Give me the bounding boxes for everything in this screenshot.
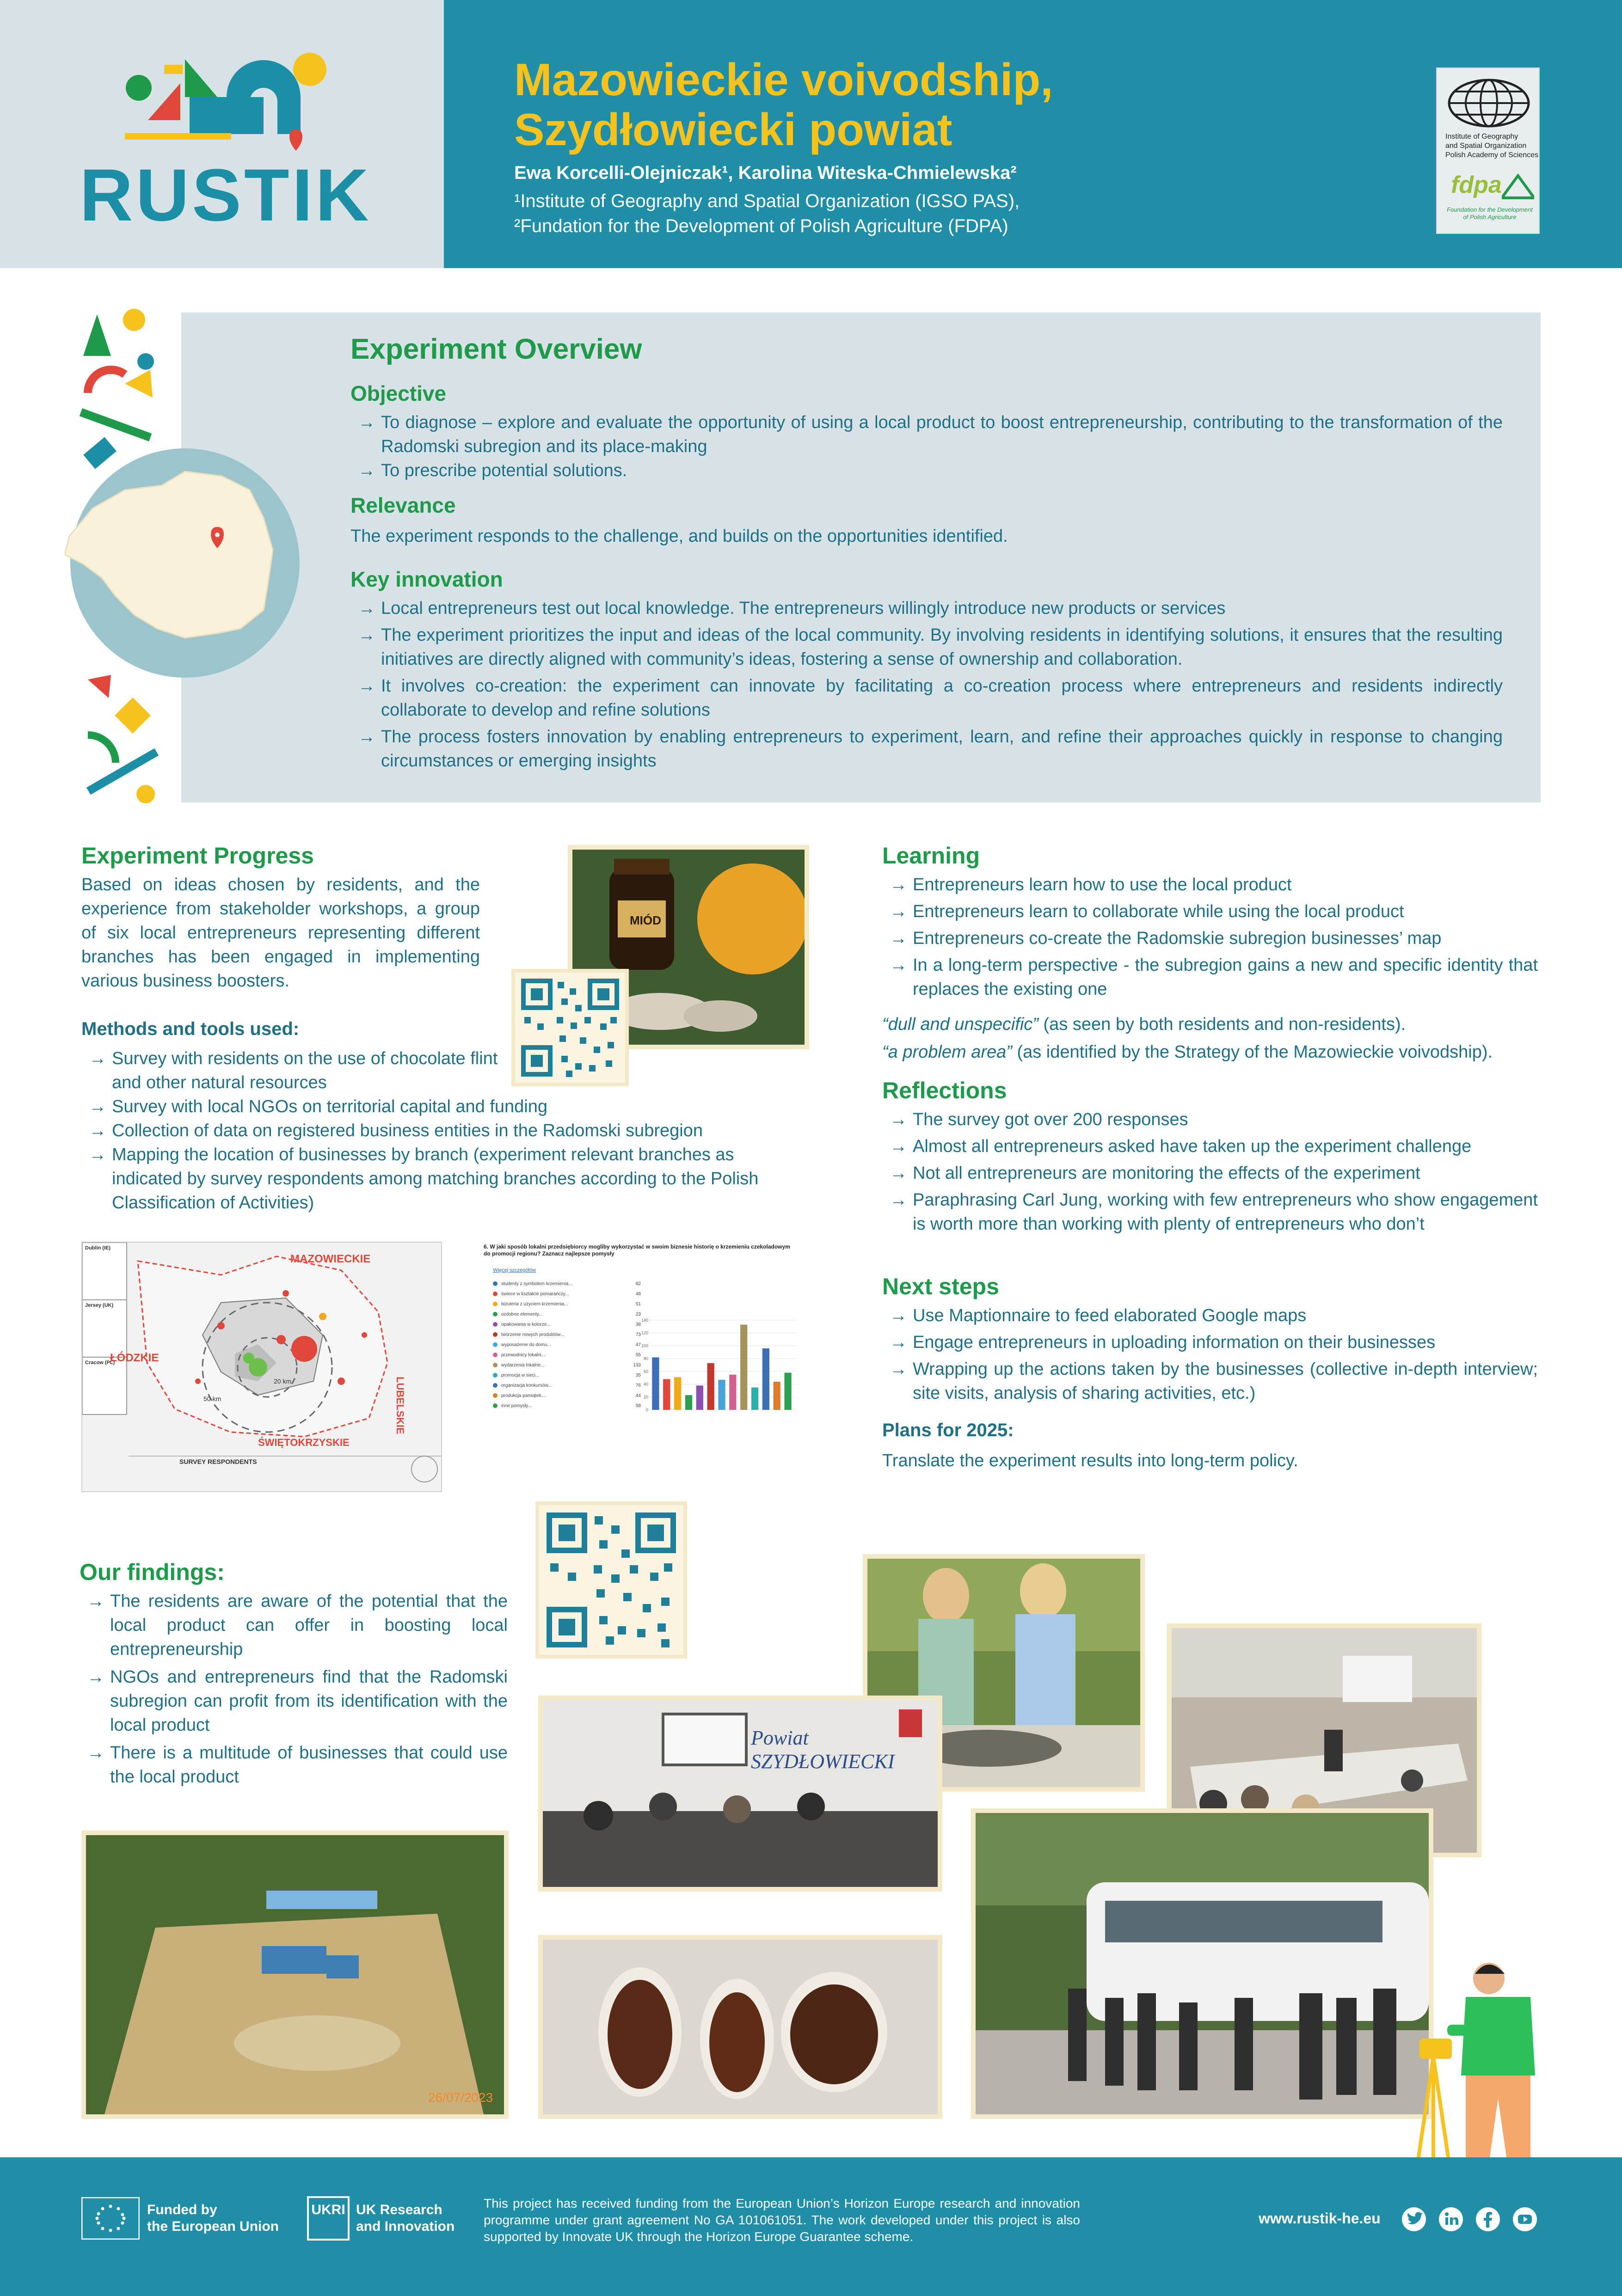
excavation-date-stamp: 26/07/2023 (428, 2090, 493, 2105)
survey-bar (718, 1380, 725, 1410)
map-label-swietokrzyskie: ŚWIĘTOKRZYSKIE (258, 1437, 350, 1448)
facebook-icon[interactable] (1475, 2206, 1501, 2232)
page-title-line2: Szydłowiecki powiat (514, 104, 952, 155)
survey-legend-dot (493, 1302, 498, 1306)
affiliation-1: ¹Institute of Geography and Spatial Organization (IGSO PAS), (514, 191, 1020, 211)
survey-legend-row (493, 1380, 641, 1390)
learning-list (882, 873, 1538, 1001)
learning-item: → Entrepreneurs learn how to use the local product (882, 873, 1538, 897)
fdpa-subtitle: Foundation for the Development of Polish Agriculture (1447, 206, 1533, 220)
plans-text: Translate the experiment results into long-term policy. (882, 1451, 1298, 1470)
survey-legend-value: 82 (635, 1281, 641, 1286)
survey-legend-value: 48 (635, 1291, 641, 1297)
methods-item: → Survey with residents on the use of chocolate flint and other natural resources (81, 1047, 516, 1095)
partner-logo-line2: and Spatial Organization (1445, 142, 1527, 150)
innovation-list (350, 596, 1503, 773)
qr-code-1[interactable] (511, 969, 629, 1086)
survey-legend-label: wyposażenie do domu... (501, 1342, 551, 1347)
business-map (81, 1242, 442, 1492)
partner-logo (1436, 67, 1540, 234)
survey-y-tick: 80 (643, 1356, 648, 1361)
innovation-item: → Local entrepreneurs test out local knowledge. The entrepreneurs willingly introduce new products or services (350, 596, 1503, 620)
poland-map-icon (65, 444, 305, 680)
methods-title: Methods and tools used: (81, 1019, 300, 1039)
survey-legend-label: tworzenie nowych produktów... (501, 1332, 565, 1337)
relevance-text: The experiment responds to the challenge, and builds on the opportunities identified. (350, 527, 1008, 546)
footer (0, 2157, 1622, 2296)
funding-statement: This project has received funding from the European Union’s Horizon Europe research and innovation programme under grant agreement No GA 101061051. The work developed under this project is also supported by Innovate UK through the Horizon Europe Guarantee scheme. (484, 2196, 1080, 2244)
hall-sign-text: Powiat SZYDŁOWIECKI (751, 1727, 895, 1773)
survey-bar (652, 1357, 659, 1410)
learning-item: → In a long-term perspective - the subregion gains a new and specific identity that replaces the existing one (882, 953, 1538, 1001)
methods-list (81, 1047, 784, 1215)
survey-legend-dot (493, 1332, 498, 1337)
authors: Ewa Korcelli-Olejniczak¹, Karolina Witeska-Chmielewska² (514, 163, 1017, 183)
next-steps-list (882, 1304, 1538, 1405)
survey-legend-value: 55 (635, 1352, 641, 1358)
partner-logo-line3: Polish Academy of Sciences (1445, 151, 1538, 159)
survey-legend-row (493, 1299, 641, 1309)
reflections-item: → Not all entrepreneurs are monitoring the effects of the experiment (882, 1161, 1538, 1185)
twitter-icon[interactable] (1401, 2206, 1427, 2232)
findings-item: → NGOs and entrepreneurs find that the Radomski subregion can profit from its identification with the local product (80, 1665, 508, 1737)
survey-legend-row (493, 1340, 641, 1350)
survey-bar (674, 1377, 681, 1410)
innovation-title: Key innovation (350, 567, 503, 591)
findings-item: → There is a multitude of businesses that could use the local product (80, 1741, 508, 1789)
survey-y-tick: 60 (643, 1369, 648, 1374)
survey-legend-dot (493, 1292, 498, 1296)
survey-legend-row (493, 1289, 641, 1299)
surveyor-illustration-icon (1392, 1960, 1544, 2186)
survey-legend-value: 73 (635, 1332, 641, 1337)
next-steps-item: → Use Maptionnaire to feed elaborated Google maps (882, 1304, 1538, 1328)
next-steps-item: → Wrapping up the actions taken by the businesses (collective in-depth interview; site visits, analysis of sharing activities, etc.) (882, 1357, 1538, 1405)
survey-legend-value: 133 (633, 1362, 641, 1368)
flint-pendants-photo (538, 1935, 942, 2119)
next-steps-title: Next steps (882, 1274, 999, 1299)
innovation-item: → The experiment prioritizes the input and ideas of the local community. By involving residents in identifying solutions, it ensures that the resulting initiatives are directly aligned with community’s ideas, fostering a sense of ownership and collaboration. (350, 623, 1503, 671)
survey-bar (774, 1382, 780, 1410)
survey-y-tick: 120 (641, 1330, 648, 1335)
youtube-icon[interactable] (1512, 2206, 1538, 2232)
reflections-list (882, 1108, 1538, 1236)
survey-y-tick: 100 (641, 1343, 648, 1348)
methods-item: → Survey with local NGOs on territorial capital and funding (81, 1095, 784, 1119)
page-title (514, 55, 1053, 154)
survey-legend-value: 58 (635, 1403, 641, 1408)
survey-legend-dot (493, 1312, 498, 1316)
survey-legend-dot (493, 1383, 498, 1388)
fdpa-logo-text: fdpa (1451, 171, 1502, 198)
ukri-label (356, 2202, 455, 2235)
survey-bar (663, 1379, 670, 1410)
fdpa-roof-icon (1502, 174, 1534, 200)
survey-legend-label: inne pomysły... (501, 1403, 532, 1408)
ukri-logo-icon: UKRI (307, 2196, 350, 2241)
page-title-line1: Mazowieckie voivodship, (514, 54, 1053, 105)
learning-title: Learning (882, 843, 980, 869)
survey-legend-label: opakowania w kolorze... (501, 1322, 551, 1327)
learning-quote-1-rest: (as seen by both residents and non-residents). (1038, 1015, 1406, 1034)
excavation-photo (81, 1831, 509, 2119)
survey-legend-row (493, 1401, 641, 1411)
innovation-item: → The process fosters innovation by enabling entrepreneurs to experiment, learn, and refine their approaches quickly in response to changing circumstances or emerging insights (350, 725, 1503, 773)
map-ring-label-20: 20 km (274, 1378, 292, 1385)
objective-item: → To prescribe potential solutions. (350, 459, 1503, 483)
map-ring-label-50: 50 km (203, 1395, 221, 1402)
survey-chart-panel (484, 1243, 798, 1419)
affiliation-2: ²Fundation for the Development of Polish Agriculture (FDPA) (514, 216, 1008, 236)
survey-legend-dot (493, 1403, 498, 1408)
findings-title: Our findings: (80, 1559, 225, 1585)
survey-legend-label: studenty z symbolem krzemienia... (501, 1281, 572, 1286)
qr-code-icon (539, 1505, 683, 1655)
survey-legend-value: 47 (635, 1342, 641, 1347)
survey-legend-dot (493, 1393, 498, 1398)
eu-flag-icon (81, 2197, 140, 2240)
globe-icon (1447, 78, 1530, 129)
survey-bar (685, 1395, 692, 1410)
map-label-mazowieckie: MAZOWIECKIE (290, 1253, 371, 1265)
survey-legend-value: 76 (635, 1383, 641, 1388)
survey-question: 6. W jaki sposób lokalni przedsiębiorcy mogliby wykorzystać w swoim biznesie historię o krzemieniu czekoladowym do promocji regionu? Zaznacz najlepsze pomysły (484, 1243, 790, 1257)
survey-legend-value: 44 (635, 1393, 641, 1398)
overview-title: Experiment Overview (350, 333, 642, 365)
next-steps-item: → Engage entrepreneurs in uploading information on their businesses (882, 1330, 1538, 1354)
header-logo-panel (0, 0, 444, 268)
objective-list (350, 410, 1503, 483)
reflections-title: Reflections (882, 1078, 1007, 1103)
survey-legend-row (493, 1279, 641, 1289)
survey-legend-value: 35 (635, 1372, 641, 1378)
reflections-item: → Paraphrasing Carl Jung, working with few entrepreneurs who show engagement is worth more than working with plenty of entrepreneurs who don’t (882, 1188, 1538, 1236)
objective-item: → To diagnose – explore and evaluate the opportunity of using a local product to boost entrepreneurship, contributing to the transformation of the Radomski subregion and its place-making (350, 410, 1503, 459)
honey-label: MIÓD (630, 913, 661, 927)
survey-legend-label: świece w kształcie pomarańczy... (501, 1291, 569, 1297)
flint-pendant-icon (543, 1940, 938, 2114)
learning-item: → Entrepreneurs learn to collaborate while using the local product (882, 900, 1538, 924)
survey-bar (762, 1348, 769, 1410)
survey-legend-label: organizacja konkursów... (501, 1383, 552, 1388)
partner-logo-text (1445, 132, 1538, 160)
survey-legend-dot (493, 1322, 498, 1327)
relevance-title: Relevance (350, 493, 456, 517)
learning-quote-2 (882, 1040, 1493, 1064)
survey-legend-label: ozdobne elementy... (501, 1311, 543, 1317)
progress-title: Experiment Progress (81, 843, 314, 869)
progress-text: Based on ideas chosen by residents, and the experience from stakeholder workshops, a group of six local entrepreneurs representing different branches has been engaged in implementing various business boosters. (81, 875, 480, 991)
survey-legend-dot (493, 1281, 498, 1286)
survey-legend-row (493, 1360, 641, 1370)
methods-item: → Mapping the location of businesses by branch (experiment relevant branches as indicated by survey respondents among matching branches according to the Polish Classification of Activities) (81, 1143, 784, 1215)
website-link[interactable]: www.rustik-he.eu (1259, 2210, 1381, 2227)
inset-label-cracow: Cracow (PL) (85, 1360, 115, 1365)
learning-quote-1 (882, 1012, 1406, 1036)
survey-legend-dot (493, 1342, 498, 1347)
survey-bar-chart (636, 1313, 798, 1419)
inset-label-jersey: Jersey (UK) (85, 1303, 114, 1308)
innovation-item: → It involves co-creation: the experiment can innovate by facilitating a co-creation process where entrepreneurs and residents indirectly collaborate to develop and refine solutions (350, 674, 1503, 722)
survey-legend-label: przewodnicy lokalni... (501, 1352, 546, 1358)
survey-legend (493, 1279, 641, 1411)
survey-bar (696, 1385, 703, 1410)
rustik-logo-shapes-icon (120, 51, 333, 157)
survey-y-tick: 40 (643, 1382, 648, 1387)
linkedin-icon[interactable] (1438, 2206, 1464, 2232)
inset-label-dublin: Dublin (IE) (85, 1245, 111, 1251)
survey-bar (729, 1375, 736, 1410)
survey-y-tick: 140 (641, 1318, 648, 1322)
excavation-photo-icon (86, 1835, 504, 2114)
findings-item: → The residents are aware of the potential that the local product can offer in boosting local entrepreneurship (80, 1589, 508, 1661)
map-drawing-icon (82, 1243, 441, 1491)
eu-funding-line2: the European Union (147, 2219, 279, 2234)
survey-legend-label: wydarzenia lokalne... (501, 1362, 545, 1368)
reflections-item: → The survey got over 200 responses (882, 1108, 1538, 1132)
survey-legend-value: 23 (635, 1311, 641, 1317)
bus-photo-icon (976, 1813, 1429, 2114)
bus-group-photo (971, 1808, 1433, 2119)
map-legend-title: SURVEY RESPONDENTS (179, 1458, 257, 1465)
survey-legend-row (493, 1390, 641, 1401)
reflections-item: → Almost all entrepreneurs asked have taken up the experiment challenge (882, 1134, 1538, 1158)
survey-bar (740, 1325, 747, 1410)
ukri-line1: UK Research (356, 2202, 442, 2217)
survey-legend-value: 51 (635, 1301, 641, 1307)
survey-legend-label: biżuteria z użyciem krzemienia... (501, 1301, 568, 1307)
survey-y-tick: 20 (643, 1395, 648, 1400)
survey-legend-label: promocja w sieci... (501, 1372, 540, 1378)
survey-legend-row (493, 1309, 641, 1319)
survey-y-tick: 0 (645, 1408, 648, 1412)
survey-legend-value: 38 (635, 1322, 641, 1327)
findings-list (80, 1589, 508, 1789)
objective-title: Objective (350, 381, 447, 405)
map-label-lubelskie: LUBELSKIE (394, 1377, 406, 1434)
learning-quote-2-em: “a problem area” (882, 1042, 1012, 1062)
survey-legend-dot (493, 1373, 498, 1378)
ukri-line2: and Innovation (356, 2219, 455, 2234)
survey-legend-row (493, 1329, 641, 1340)
survey-bar (751, 1388, 758, 1410)
qr-code-icon (515, 973, 625, 1083)
map-label-lodzkie: ŁÓDZKIE (110, 1352, 159, 1364)
eu-funding-line1: Funded by (147, 2202, 217, 2217)
rustik-logo-text: RUSTIK (80, 153, 372, 236)
survey-bar (707, 1363, 714, 1410)
learning-item: → Entrepreneurs co-create the Radomskie subregion businesses’ map (882, 926, 1538, 950)
learning-quote-2-rest: (as identified by the Strategy of the Mazowieckie voivodship). (1012, 1042, 1493, 1062)
methods-item: → Collection of data on registered business entities in the Radomski subregion (81, 1119, 784, 1143)
plans-title: Plans for 2025: (882, 1420, 1014, 1440)
survey-more-link[interactable]: Więcej szczegółów (493, 1267, 536, 1273)
survey-legend-row (493, 1370, 641, 1380)
conference-hall-photo (538, 1696, 942, 1892)
survey-legend-label: produkcja pamiątek... (501, 1393, 546, 1398)
survey-legend-row (493, 1319, 641, 1329)
partner-logo-line1: Institute of Geography (1445, 133, 1518, 141)
survey-bar (784, 1373, 791, 1410)
survey-legend-dot (493, 1353, 498, 1357)
learning-quote-1-em: “dull and unspecific” (882, 1015, 1038, 1034)
qr-code-2[interactable] (535, 1501, 687, 1659)
eu-funding-label (147, 2202, 279, 2235)
survey-legend-dot (493, 1363, 498, 1367)
survey-legend-row (493, 1350, 641, 1360)
